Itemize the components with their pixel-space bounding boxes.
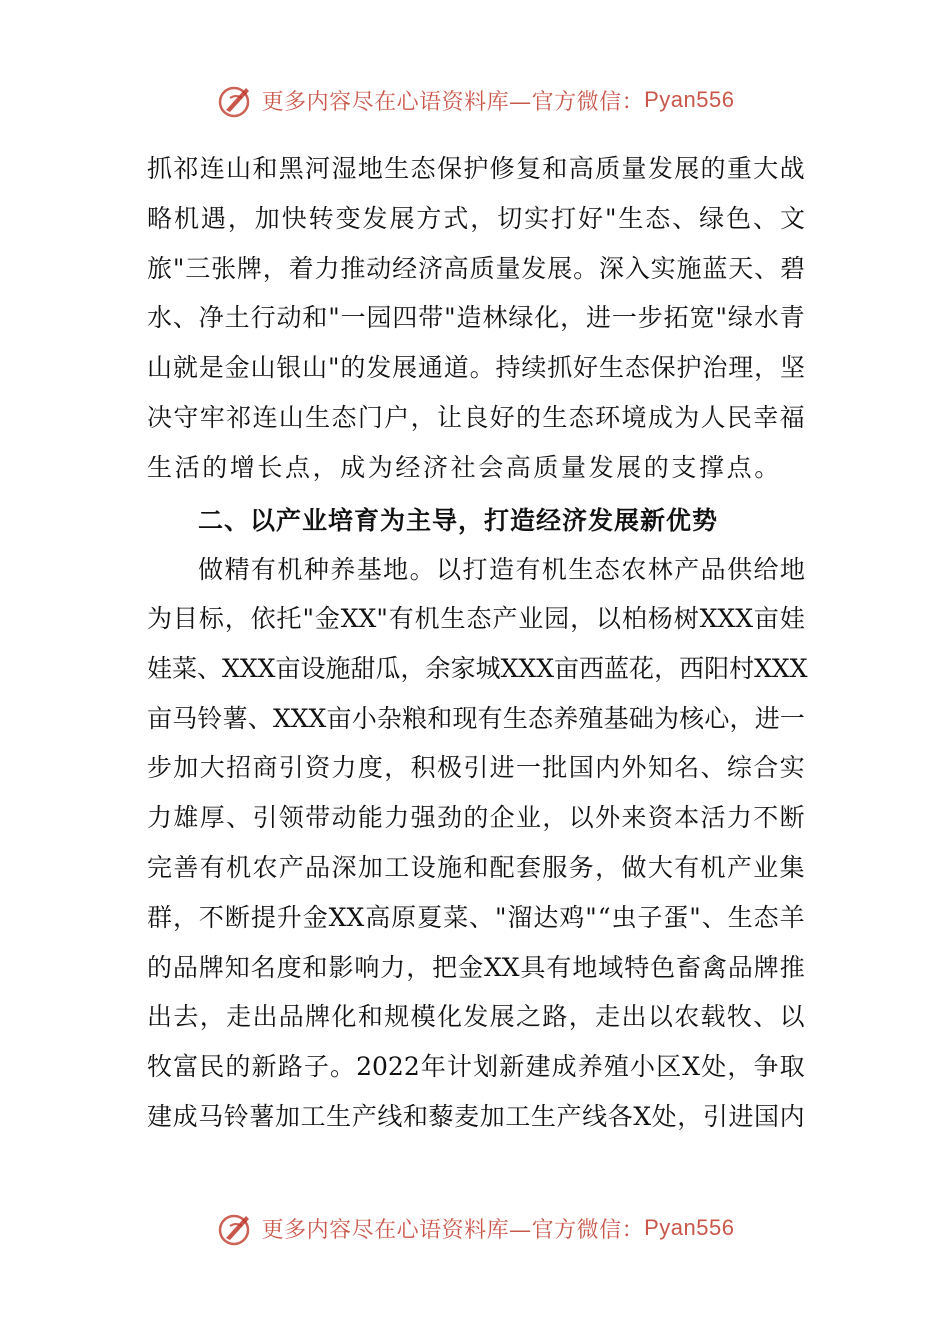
watermark-text: 更多内容尽在心语资料库—官方微信： [261, 89, 645, 115]
text-line: 生活的增长点，成为经济社会高质量发展的支撑点。 [147, 452, 782, 482]
quill-logo-icon [216, 1208, 256, 1248]
text-line: 山 就 是 金 山 银 山 " 的 发 展 通 道 。 持 续 抓 好 生 态 保 护 治 理 ， 坚 [147, 353, 805, 383]
text-line: 建 成 马 铃 薯 加 工 生 产 线 和 藜 麦 加 工 生 产 线 各 X 处 ， 引 进 国 内 [147, 1102, 805, 1131]
text-line: 力 雄 厚 、 引 领 带 动 能 力 强 劲 的 企 业 ， 以 外 来 资 本 活 力 不 断 [147, 803, 805, 833]
paragraph-first-line: 做 精 有 机 种 养 基 地 。 以 打 造 有 机 生 态 农 林 产 品 供 给 地 [198, 555, 805, 584]
text-line: 娃 菜 、 XXX 亩 设 施 甜 瓜 ， 余 家 城 XXX 亩 西 蓝 花 ， 西 阳 村 XXX [147, 653, 808, 683]
text-line: 亩 马 铃 薯 、 XXX 亩 小 杂 粮 和 现 有 生 态 养 殖 基 础 为 核 心 ， 进 一 [147, 703, 805, 733]
watermark-wechat-id: Pyan556 [644, 1215, 735, 1240]
watermark-banner-bottom [0, 1208, 950, 1248]
text-line: 出 去 ， 走 出 品 牌 化 和 规 模 化 发 展 之 路 ， 走 出 以 农 载 牧 、 以 [147, 1002, 805, 1032]
section-heading: 二、以产业培育为主导，打造经济发展新优势 [198, 506, 719, 535]
text-line: 水 、 净 土 行 动 和 " 一 园 四 带 " 造 林 绿 化 ， 进 一 步 拓 宽 " 绿 水 青 [147, 303, 805, 333]
text-line: 群 ， 不 断 提 升 金 XX 高 原 夏 菜 、 " 溜 达 鸡 " “ 虫 子 蛋 " 、 生 态 羊 [147, 902, 805, 932]
watermark-banner-top [0, 80, 950, 120]
text-line: 的 品 牌 知 名 度 和 影 响 力 ， 把 金 XX 具 有 地 域 特 色 畜 禽 品 牌 推 [147, 952, 805, 982]
text-line: 为 目 标 ， 依 托 " 金 XX" 有 机 生 态 产 业 园 ， 以 柏 杨 树 XXX 亩 娃 [147, 604, 805, 633]
quill-logo-icon [216, 80, 256, 120]
watermark-wechat-id: Pyan556 [644, 87, 735, 112]
text-line: 完 善 有 机 农 产 品 深 加 工 设 施 和 配 套 服 务 ， 做 大 有 机 产 业 集 [147, 853, 805, 882]
text-line: 决 守 牢 祁 连 山 生 态 门 户 ， 让 良 好 的 生 态 环 境 成 为 人 民 幸 福 [147, 403, 805, 432]
text-line: 抓 祁 连 山 和 黑 河 湿 地 生 态 保 护 修 复 和 高 质 量 发 展 的 重 大 战 [147, 154, 805, 183]
text-line: 牧 富 民 的 新 路 子 。 2022 年 计 划 新 建 成 养 殖 小 区 X 处 ， 争 取 [147, 1052, 805, 1082]
watermark-text: 更多内容尽在心语资料库—官方微信： [261, 1217, 645, 1243]
text-line: 旅 " 三 张 牌 ， 着 力 推 动 经 济 高 质 量 发 展 。 深 入 实 施 蓝 天 、 碧 [147, 253, 805, 283]
text-line: 步 加 大 招 商 引 资 力 度 ， 积 极 引 进 一 批 国 内 外 知 名 、 综 合 实 [147, 753, 805, 783]
text-line: 略 机 遇 ， 加 快 转 变 发 展 方 式 ， 切 实 打 好 " 生 态 、 绿 色 、 文 [147, 203, 805, 233]
